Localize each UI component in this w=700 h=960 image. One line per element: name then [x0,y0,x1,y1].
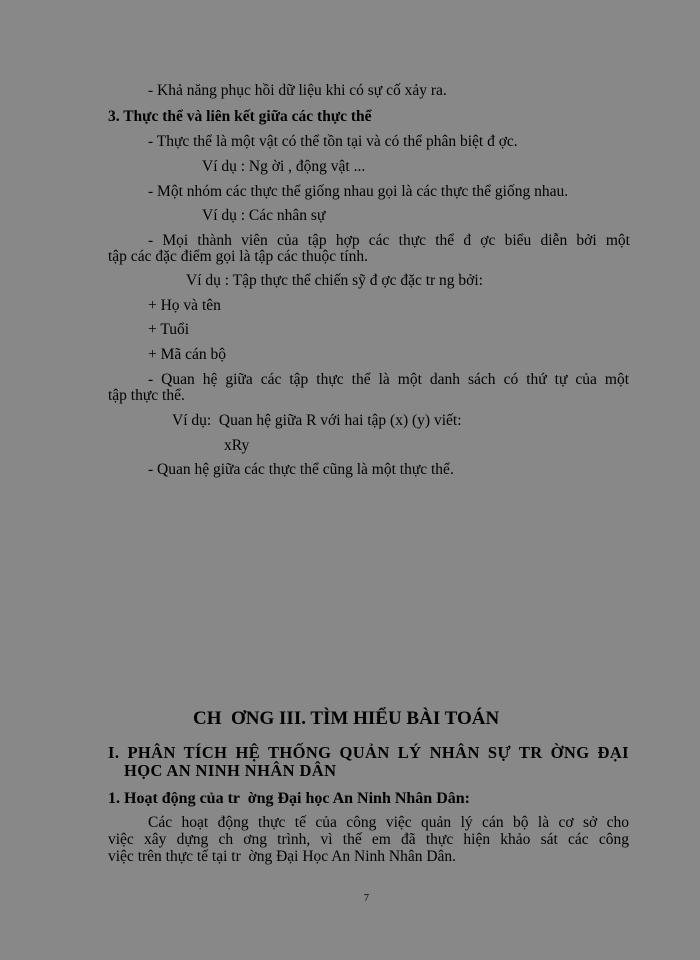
section-heading: 3. Thực thể và liên kết giữa các thực thể [108,108,372,125]
text-line: - Khả năng phục hồi dữ liệu khi có sự cố xảy ra. [148,82,447,99]
text-line: - Mọi thành viên của tập hợp các thực thể đ ợc biểu diễn bởi một [148,232,630,249]
formula-line: xRy [224,437,250,454]
subsection-heading: 1. Hoạt động của tr ờng Đại học An Ninh Nhân Dân: [108,790,470,807]
paragraph-line: việc xây dựng ch ơng trình, vì thế em đã thực hiện khảo sát các công [108,831,629,848]
paragraph-line: Các hoạt động thực tế của công việc quản lý cán bộ là cơ sở cho [148,814,629,831]
list-item: + Tuổi [148,321,190,338]
text-line: tập các đặc điểm gọi là tập các thuộc tính. [108,248,368,265]
page-number: 7 [364,893,369,904]
example-line: Ví dụ: Quan hệ giữa R với hai tập (x) (y) viết: [172,412,462,429]
list-item: + Họ và tên [148,297,221,314]
text-line: tập thực thể. [108,387,185,404]
text-line: - Một nhóm các thực thể giống nhau gọi là các thực thể giống nhau. [148,183,569,200]
text-line: - Quan hệ giữa các thực thể cũng là một thực thể. [148,461,454,478]
example-line: Ví dụ : Tập thực thể chiến sỹ đ ợc đặc tr ng bởi: [186,272,483,289]
chapter-title: CH ƠNG III. TÌM HIỂU BÀI TOÁN [193,708,500,729]
section-heading: HỌC AN NINH NHÂN DÂN [124,761,337,780]
section-heading: I. PHÂN TÍCH HỆ THỐNG QUẢN LÝ NHÂN SỰ TR ỜNG ĐẠI [108,743,629,762]
text-line: - Quan hệ giữa các tập thực thể là một danh sách có thứ tự của một [148,371,629,388]
example-line: Ví dụ : Ng ời , động vật ... [202,158,366,175]
text-line: - Thực thể là một vật có thể tồn tại và có thể phân biệt đ ợc. [148,133,518,150]
example-line: Ví dụ : Các nhân sự [202,207,326,224]
paragraph-line: việc trên thực tế tại tr ờng Đại Học An Ninh Nhân Dân. [108,848,457,865]
list-item: + Mã cán bộ [148,346,227,363]
